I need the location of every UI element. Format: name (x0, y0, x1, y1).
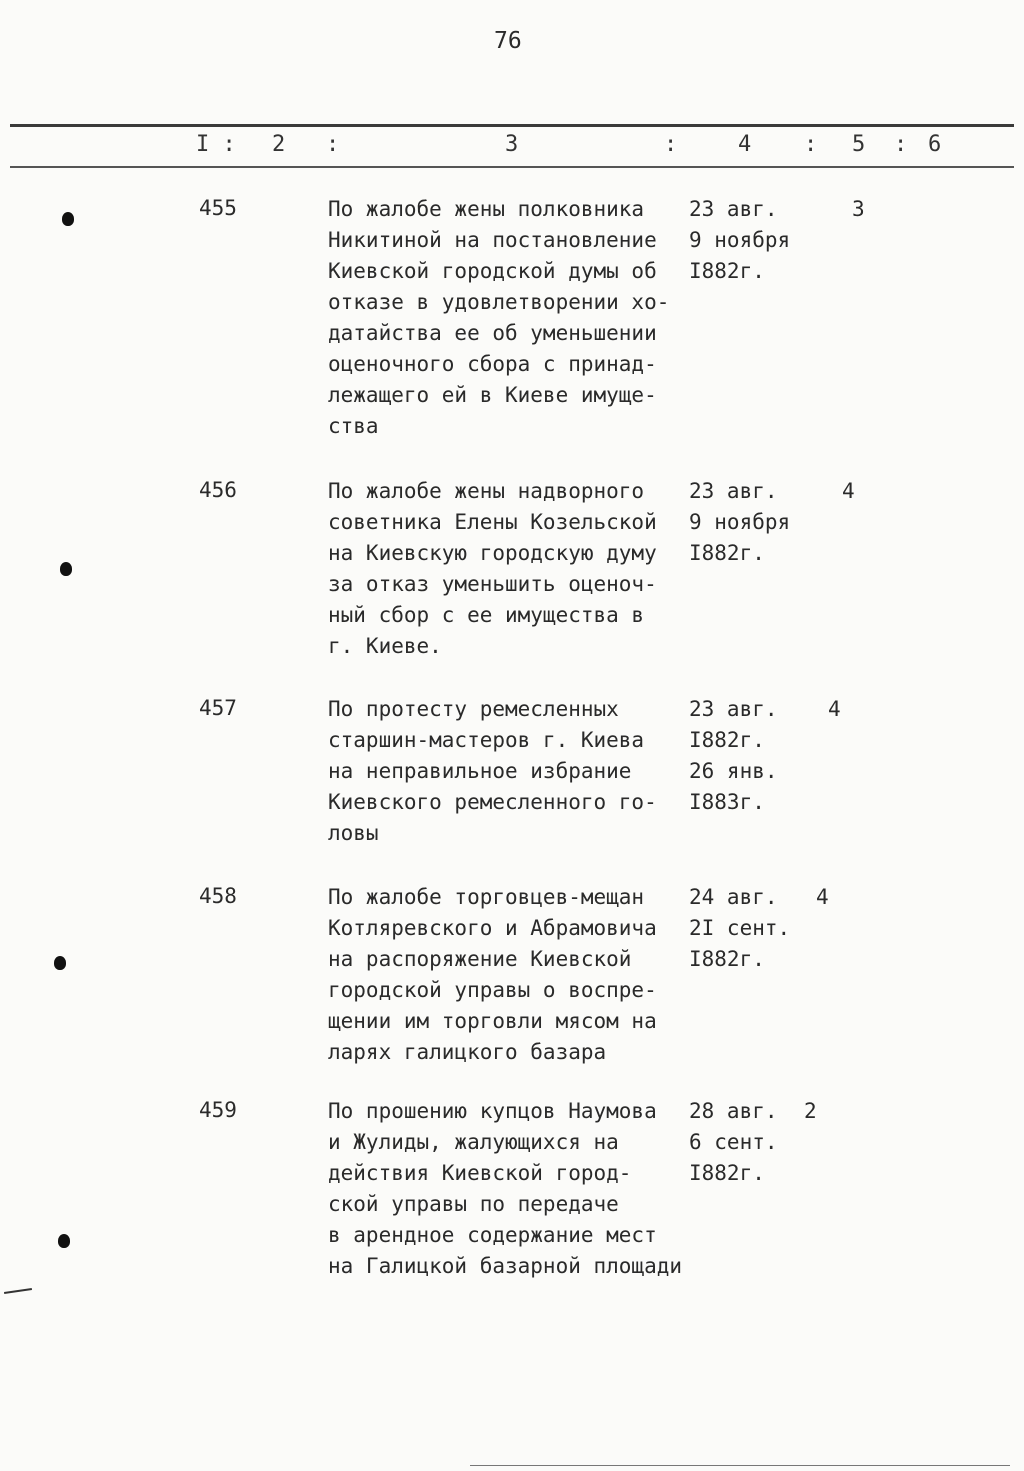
entry-sheets: 4 (842, 479, 855, 503)
entry-number: 459 (199, 1098, 237, 1122)
header-sep2: : (664, 132, 678, 157)
entry-dates: 23 авг. I882г. 26 янв. I883г. (689, 697, 778, 814)
entry-description: По жалобе жены надворного советника Елены Козельской на Киевскую городскую думу за отказ уменьшить оценоч- ный сбор с ее имущества в г. Киеве. (328, 479, 657, 658)
header-col1: I : (196, 132, 236, 157)
bottom-rule (470, 1465, 1010, 1466)
entry-dates: 23 авг. 9 ноября I882г. (689, 479, 791, 565)
entry-number: 458 (199, 884, 237, 908)
entry-sheets: 2 (804, 1099, 817, 1123)
binding-hole-mark (58, 1234, 70, 1248)
header-sep4: : (894, 132, 908, 157)
header-col6: 6 (928, 132, 942, 157)
header-sep1: : (326, 132, 340, 157)
entry-number: 456 (199, 478, 237, 502)
entry-number: 457 (199, 696, 237, 720)
header-top-rule (10, 124, 1014, 127)
entry-dates: 24 авг. 2I сент. I882г. (689, 885, 791, 971)
entry-description: По жалобе торговцев-мещан Котляревского и Абрамовича на распоряжение Киевской городской управы о воспре- щении им торговли мясом на ларях галицкого базара (328, 885, 657, 1064)
header-bottom-rule (10, 166, 1014, 168)
header-col3: 3 (505, 132, 519, 157)
binding-hole-mark (60, 562, 72, 576)
entry-sheets: 3 (852, 197, 865, 221)
binding-hole-mark (62, 212, 74, 226)
header-sep3: : (804, 132, 818, 157)
entry-description: По прошению купцов Наумова и Жулиды, жалующихся на действия Киевской город- ской управы по передаче в арендное содержание мест на Галицкой базарной площади (328, 1099, 683, 1278)
entry-description: По жалобе жены полковника Никитиной на постановление Киевской городской думы об отказе в удовлетворении хо- датайства ее об уменьшении оценочного сбора с принад- лежащего ей в Киеве имуще- ства (328, 197, 670, 438)
header-col5: 5 (852, 132, 866, 157)
entry-dates: 28 авг. 6 сент. I882г. (689, 1099, 778, 1185)
margin-stroke (4, 1288, 32, 1294)
entry-dates: 23 авг. 9 ноября I882г. (689, 197, 791, 283)
page-number: 76 (494, 28, 522, 54)
header-col2: 2 (272, 132, 286, 157)
entry-sheets: 4 (828, 697, 841, 721)
header-col4: 4 (738, 132, 752, 157)
entry-sheets: 4 (816, 885, 829, 909)
entry-description: По протесту ремесленных старшин-мастеров г. Киева на неправильное избрание Киевского ремесленного го- ловы (328, 697, 657, 845)
binding-hole-mark (54, 956, 66, 970)
entry-number: 455 (199, 196, 237, 220)
